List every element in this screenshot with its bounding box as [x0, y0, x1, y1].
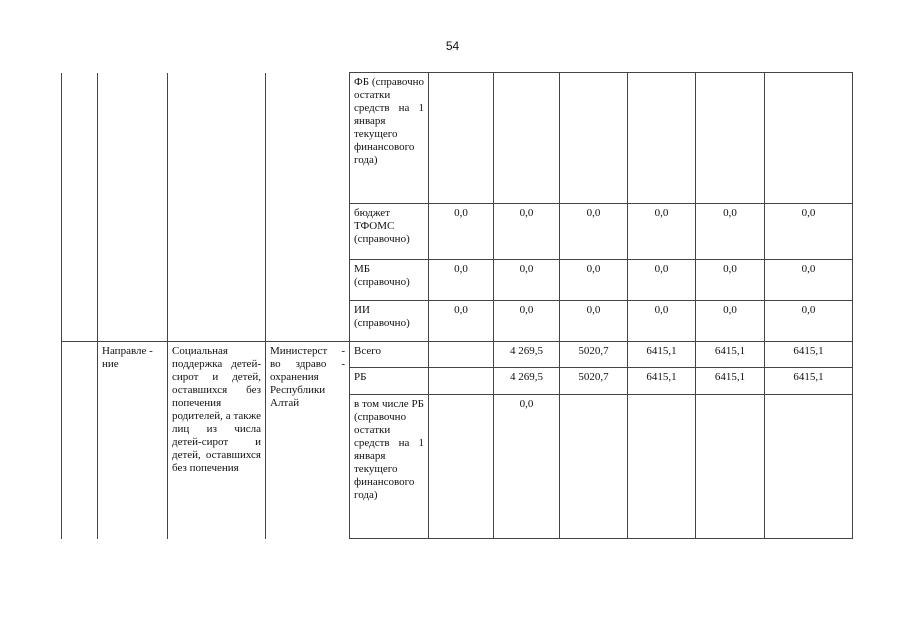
value-cell — [628, 395, 696, 539]
value-cell: 0,0 — [494, 260, 560, 301]
value-cell: 0,0 — [628, 204, 696, 260]
value-cell — [429, 73, 494, 204]
value-cell: 6415,1 — [628, 342, 696, 368]
source-cell: ФБ (справочно остатки средств на 1 января текущего финансового года) — [350, 73, 429, 204]
value-cell: 0,0 — [560, 204, 628, 260]
value-cell: 6415,1 — [696, 368, 765, 395]
value-cell — [765, 73, 853, 204]
value-cell: 0,0 — [494, 301, 560, 342]
col-executor-cell — [266, 73, 350, 342]
col-name-cell — [168, 73, 266, 342]
value-cell — [628, 73, 696, 204]
value-cell: 0,0 — [696, 204, 765, 260]
value-cell — [494, 73, 560, 204]
col-executor-cell: Министерст - во здраво - охранения Республики Алтай — [266, 342, 350, 539]
col-name-cell: Социальная поддержка детей-сирот и детей, оставшихся без попечения родителей, а также лиц из числа детей-сирот и детей, оставшихся без попечения — [168, 342, 266, 539]
value-cell — [429, 342, 494, 368]
value-cell: 0,0 — [494, 395, 560, 539]
value-cell — [560, 395, 628, 539]
page-number: 54 — [445, 39, 460, 53]
value-cell: 4 269,5 — [494, 368, 560, 395]
source-cell: Всего — [350, 342, 429, 368]
value-cell: 6415,1 — [696, 342, 765, 368]
value-cell — [696, 73, 765, 204]
table-row — [62, 73, 853, 204]
value-cell: 6415,1 — [628, 368, 696, 395]
value-cell — [560, 73, 628, 204]
value-cell: 6415,1 — [765, 368, 853, 395]
value-cell: 0,0 — [429, 301, 494, 342]
value-cell: 0,0 — [560, 260, 628, 301]
value-cell: 5020,7 — [560, 342, 628, 368]
source-cell: МБ (справочно) — [350, 260, 429, 301]
value-cell: 0,0 — [696, 301, 765, 342]
source-cell: РБ — [350, 368, 429, 395]
value-cell: 0,0 — [628, 260, 696, 301]
col-number-cell — [62, 342, 98, 539]
value-cell: 0,0 — [560, 301, 628, 342]
col-type-cell — [98, 73, 168, 342]
source-cell: в том числе РБ (справочно остатки средств на 1 января текущего финансового года) — [350, 395, 429, 539]
value-cell — [696, 395, 765, 539]
value-cell: 4 269,5 — [494, 342, 560, 368]
value-cell: 6415,1 — [765, 342, 853, 368]
value-cell — [765, 395, 853, 539]
value-cell: 0,0 — [494, 204, 560, 260]
value-cell: 0,0 — [429, 260, 494, 301]
value-cell: 0,0 — [628, 301, 696, 342]
value-cell — [429, 395, 494, 539]
source-cell: бюджет ТФОМС (справочно) — [350, 204, 429, 260]
col-type-cell: Направле - ние — [98, 342, 168, 539]
table-row — [62, 342, 853, 368]
value-cell: 5020,7 — [560, 368, 628, 395]
program-table — [61, 72, 853, 539]
value-cell: 0,0 — [765, 204, 853, 260]
value-cell: 0,0 — [765, 260, 853, 301]
value-cell: 0,0 — [765, 301, 853, 342]
value-cell: 0,0 — [429, 204, 494, 260]
source-cell: ИИ (справочно) — [350, 301, 429, 342]
col-number-cell — [62, 73, 98, 342]
value-cell — [429, 368, 494, 395]
value-cell: 0,0 — [696, 260, 765, 301]
